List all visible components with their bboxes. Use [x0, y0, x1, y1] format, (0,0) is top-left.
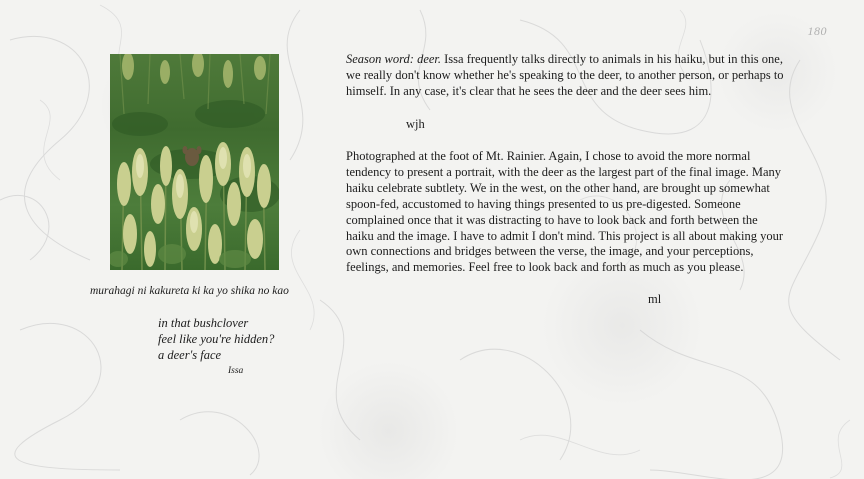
season-word-label: Season word: deer.: [346, 52, 442, 66]
photographer-initials: ml: [648, 292, 662, 306]
haiku-photo: [110, 54, 279, 270]
haiku-line: a deer's face: [158, 348, 222, 362]
translator-commentary: [346, 52, 786, 100]
commentary-paragraph: Photographed at the foot of Mt. Rainier. Again, I chose to avoid the more normal tendency to present a portrait, with the deer as the largest part of the final image. Many haiku celebrate subtlety. We in the west, on the other hand, are brought up somewhat spoon-fed, accustomed to having things presented to us pre-digested. Someone complained once that it was distracting to have to look back and forth between the haiku and the image. I have to admit I don't mind. This project is all about making your own connections and bridges between the verse, the image, and your perceptions, feelings, and memories. Feel free to look back and forth as much as you please.: [346, 149, 783, 275]
commentary-paragraph: [346, 52, 786, 100]
page-number: 180: [807, 24, 827, 38]
haiku-author: Issa: [228, 366, 244, 376]
translator-initials: wjh: [406, 117, 425, 131]
haiku-line: in that bushclover: [158, 316, 249, 330]
haiku-romaji: murahagi ni kakureta ki ka yo shika no kao: [90, 285, 289, 297]
haiku-translation: [158, 315, 274, 363]
photographer-commentary: [346, 149, 786, 276]
haiku-line: feel like you're hidden?: [158, 332, 275, 346]
commentary-body: Issa frequently talks directly to animals in his haiku, but in this one, we really don't know whether he's speaking to the deer, to another person, or perhaps to himself. In any case, it's clear that he sees the deer and the deer sees him.: [346, 52, 784, 98]
